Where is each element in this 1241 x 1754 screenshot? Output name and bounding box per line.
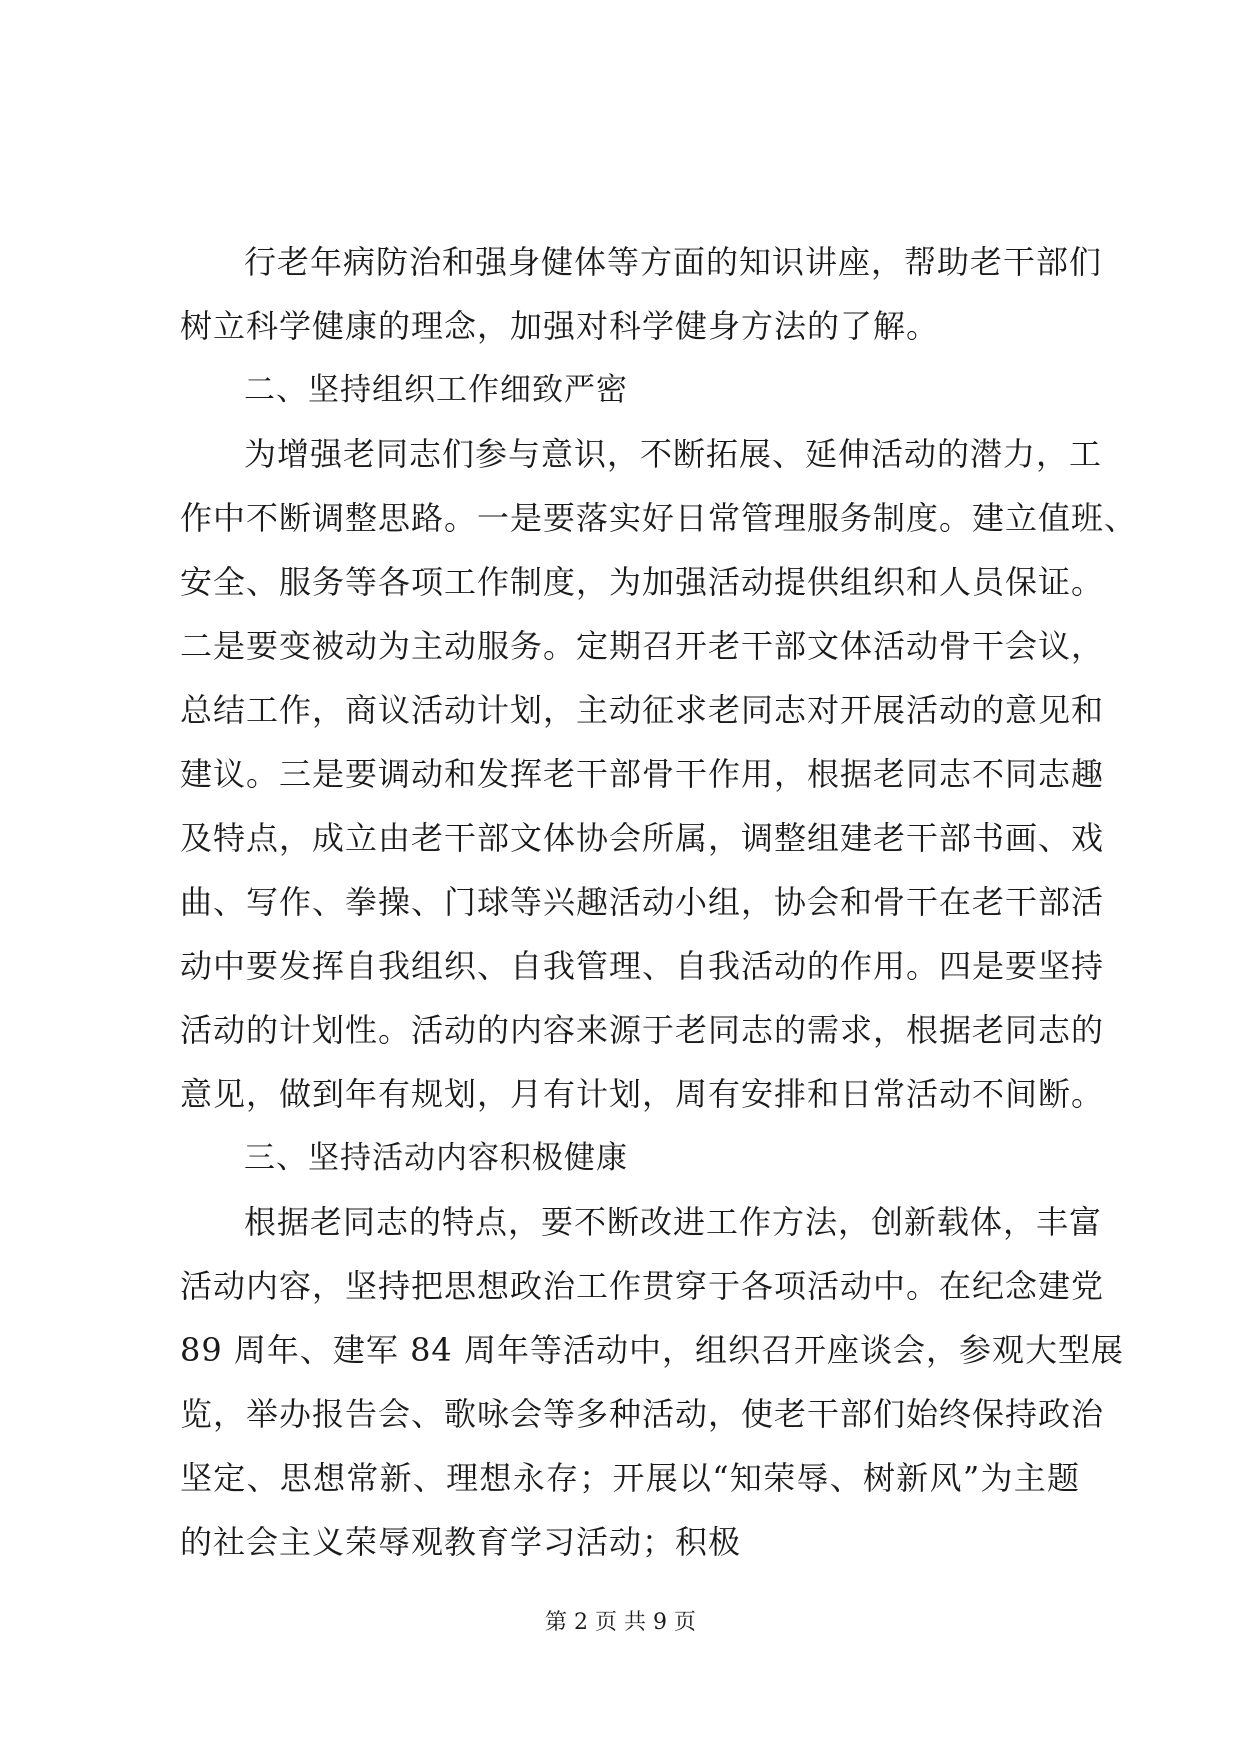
paragraph-line: 根据老同志的特点，要不断改进工作方法，创新载体，丰富 xyxy=(244,1203,1103,1241)
paragraph-line: 二是要变被动为主动服务。定期召开老干部文体活动骨干会议， xyxy=(180,627,1105,665)
paragraph-line: 及特点，成立由老干部文体协会所属，调整组建老干部书画、戏 xyxy=(180,819,1105,857)
paragraph-line: 动中要发挥自我组织、自我管理、自我活动的作用。四是要坚持 xyxy=(180,947,1105,985)
paragraph-line: 意见，做到年有规划，月有计划，周有安排和日常活动不间断。 xyxy=(180,1075,1105,1113)
paragraph-line: 的社会主义荣辱观教育学习活动；积极 xyxy=(180,1523,742,1561)
paragraph-line: 曲、写作、拳操、门球等兴趣活动小组，协会和骨干在老干部活 xyxy=(180,883,1105,921)
paragraph-line: 览，举办报告会、歌咏会等多种活动，使老干部们始终保持政治 xyxy=(180,1395,1105,1433)
paragraph-line: 行老年病防治和强身健体等方面的知识讲座，帮助老干部们 xyxy=(244,243,1103,281)
paragraph-line: 89 周年、建军 84 周年等活动中，组织召开座谈会，参观大型展 xyxy=(180,1331,1124,1369)
paragraph-line: 建议。三是要调动和发挥老干部骨干作用，根据老同志不同志趣 xyxy=(180,755,1105,793)
paragraph-line: 活动内容，坚持把思想政治工作贯穿于各项活动中。在纪念建党 xyxy=(180,1267,1105,1305)
paragraph-line: 坚定、思想常新、理想永存；开展以“知荣辱、树新风”为主题 xyxy=(180,1459,1080,1497)
paragraph-line: 作中不断调整思路。一是要落实好日常管理服务制度。建立值班、 xyxy=(180,499,1138,537)
section-heading: 三、坚持活动内容积极健康 xyxy=(244,1140,628,1176)
paragraph-line: 树立科学健康的理念，加强对科学健身方法的了解。 xyxy=(180,307,940,345)
paragraph-line: 为增强老同志们参与意识，不断拓展、延伸活动的潜力，工 xyxy=(244,435,1103,473)
page-number-footer: 第 2 页 共 9 页 xyxy=(545,1610,696,1635)
section-heading: 二、坚持组织工作细致严密 xyxy=(244,372,628,408)
paragraph-line: 总结工作，商议活动计划，主动征求老同志对开展活动的意见和 xyxy=(180,691,1105,729)
paragraph-line: 活动的计划性。活动的内容来源于老同志的需求，根据老同志的 xyxy=(180,1011,1105,1049)
document-body xyxy=(180,230,1138,1574)
paragraph-line: 安全、服务等各项工作制度，为加强活动提供组织和人员保证。 xyxy=(180,563,1105,601)
